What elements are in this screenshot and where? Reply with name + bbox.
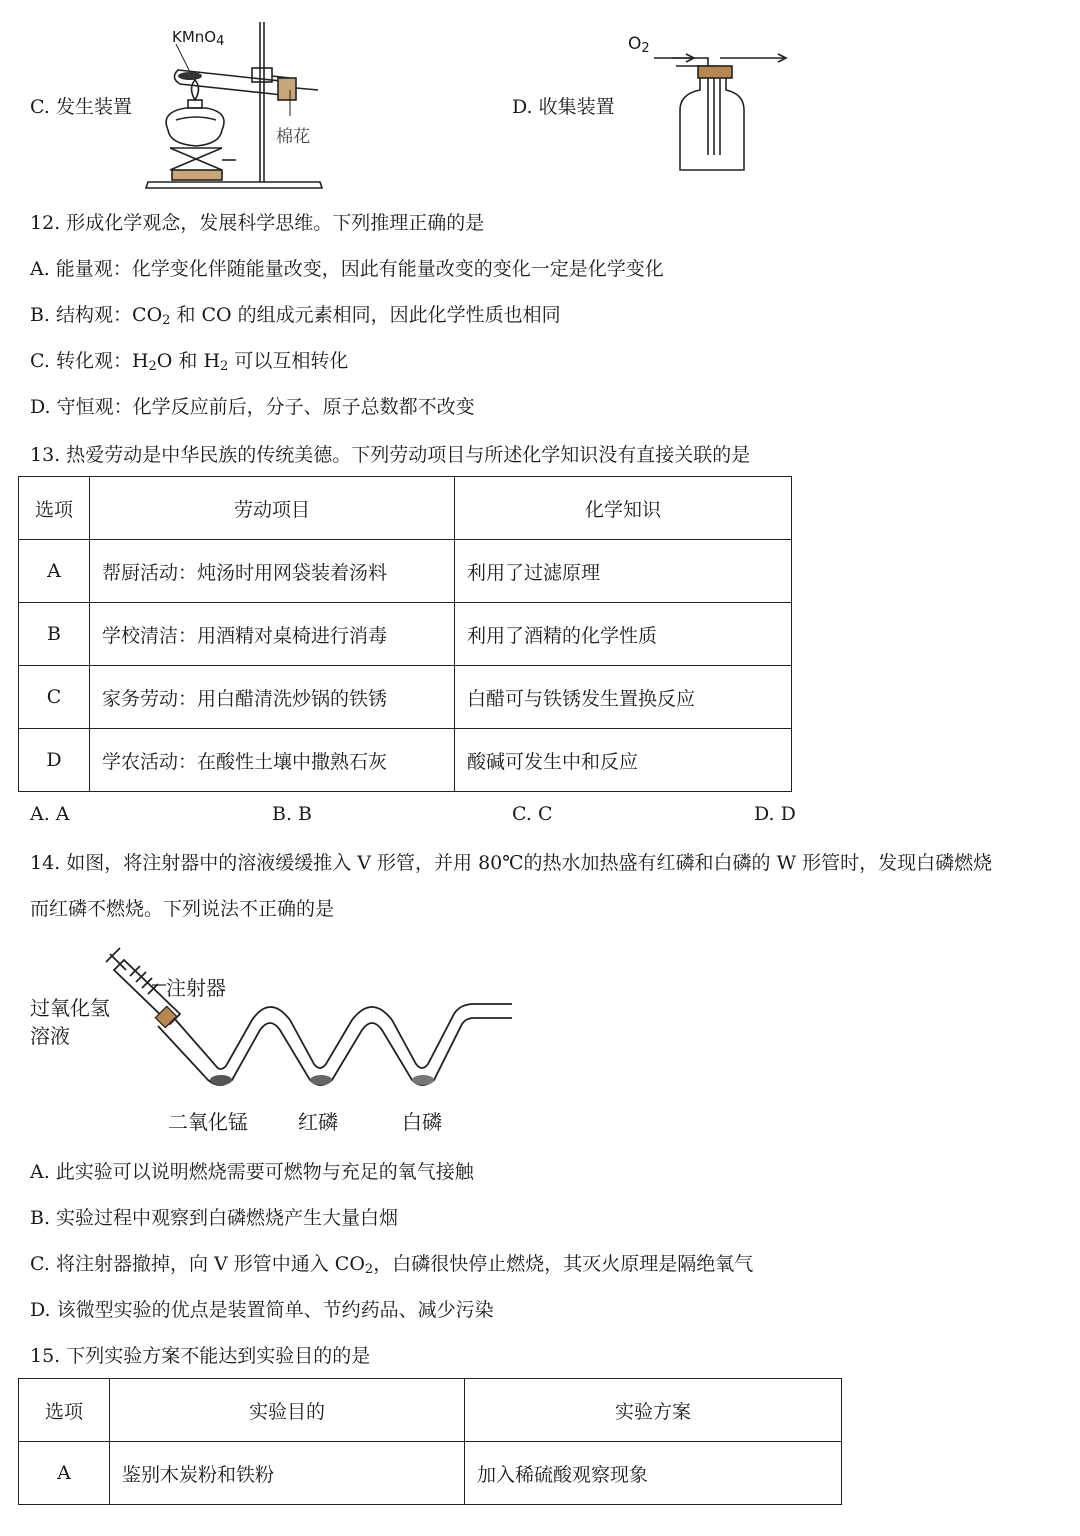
table-cell: 利用了过滤原理	[455, 540, 792, 603]
table-cell: 学校清洁：用酒精对桌椅进行消毒	[90, 603, 455, 666]
table-header-row	[19, 477, 792, 540]
q15-table	[18, 1378, 842, 1505]
option-d-label: D. 收集装置	[512, 96, 615, 118]
table-row	[19, 666, 792, 729]
header-option: 选项	[19, 477, 90, 540]
h2o2-label-line1: 过氧化氢	[30, 996, 110, 1020]
header-labor-item: 劳动项目	[90, 477, 455, 540]
header-purpose: 实验目的	[110, 1379, 465, 1442]
table-cell: 学农活动：在酸性土壤中撒熟石灰	[90, 729, 455, 792]
q14-option-c: C. 将注射器撤掉，向 V 形管中通入 $CO_2$，白磷很快停止燃烧，其灭火原理是隔绝氧气	[30, 1253, 754, 1277]
table-cell: 白醋可与铁锈发生置换反应	[455, 666, 792, 729]
q13-table	[18, 476, 792, 792]
table-cell: D	[19, 729, 90, 792]
q12-option-c: C. 转化观：$H_2O$ 和 $H_2$ 可以互相转化	[30, 350, 349, 374]
q14-option-b: B. 实验过程中观察到白磷燃烧产生大量白烟	[30, 1207, 399, 1229]
q13-stem: 13. 热爱劳动是中华民族的传统美德。下列劳动项目与所述化学知识没有直接关联的是	[30, 444, 751, 466]
table-header-row	[19, 1379, 842, 1442]
q12-stem: 12. 形成化学观念，发展科学思维。下列推理正确的是	[30, 212, 485, 234]
table-row	[19, 729, 792, 792]
table-cell: 利用了酒精的化学性质	[455, 603, 792, 666]
q14-option-d: D. 该微型实验的优点是装置简单、节约药品、减少污染	[30, 1299, 494, 1321]
table-cell: B	[19, 603, 90, 666]
header-scheme: 实验方案	[465, 1379, 842, 1442]
table-cell: 酸碱可发生中和反应	[455, 729, 792, 792]
q15-stem: 15. 下列实验方案不能达到实验目的的是	[30, 1345, 371, 1367]
table-cell: 帮厨活动：炖汤时用网袋装着汤料	[90, 540, 455, 603]
q13-choice-b: B. B	[272, 803, 313, 825]
generation-apparatus-figure	[140, 20, 340, 192]
red-phosphorus-label: 红磷	[298, 1110, 338, 1134]
q14-stem-line1: 14. 如图，将注射器中的溶液缓缓推入 V 形管，并用 80℃的热水加热盛有红磷和白磷的 W 形管时，发现白磷燃烧	[30, 852, 993, 874]
q14-stem-line2: 而红磷不燃烧。下列说法不正确的是	[30, 898, 335, 920]
q13-choice-d: D. D	[754, 803, 796, 825]
q13-choice-a: A. A	[30, 803, 70, 825]
header-chem-knowledge: 化学知识	[455, 477, 792, 540]
kmno4-label: KMnO$_4$	[172, 28, 225, 49]
header-option: 选项	[19, 1379, 110, 1442]
cotton-label: 棉花	[276, 127, 310, 147]
table-row	[19, 540, 792, 603]
option-c-label: C. 发生装置	[30, 96, 132, 118]
table-cell: A	[19, 1442, 110, 1505]
table-cell: A	[19, 540, 90, 603]
white-phosphorus-label: 白磷	[402, 1110, 442, 1134]
o2-label: $O_2$	[628, 34, 650, 56]
table-cell: C	[19, 666, 90, 729]
q12-option-a: A. 能量观：化学变化伴随能量改变，因此有能量改变的变化一定是化学变化	[30, 258, 664, 280]
q12-option-d: D. 守恒观：化学反应前后，分子、原子总数都不改变	[30, 396, 475, 418]
q14-option-a: A. 此实验可以说明燃烧需要可燃物与充足的氧气接触	[30, 1161, 474, 1183]
table-cell: 家务劳动：用白醋清洗炒锅的铁锈	[90, 666, 455, 729]
q13-choice-c: C. C	[512, 803, 553, 825]
table-row	[19, 1442, 842, 1505]
h2o2-label-line2: 溶液	[30, 1024, 70, 1048]
table-cell: 鉴别木炭粉和铁粉	[110, 1442, 465, 1505]
table-cell: 加入稀硫酸观察现象	[465, 1442, 842, 1505]
mno2-label: 二氧化锰	[168, 1110, 248, 1134]
q12-option-b: B. 结构观：$CO_2$ 和 CO 的组成元素相同，因此化学性质也相同	[30, 304, 561, 328]
syringe-label: 注射器	[166, 976, 226, 1000]
w-tube-experiment-figure	[100, 940, 520, 1090]
table-row	[19, 603, 792, 666]
